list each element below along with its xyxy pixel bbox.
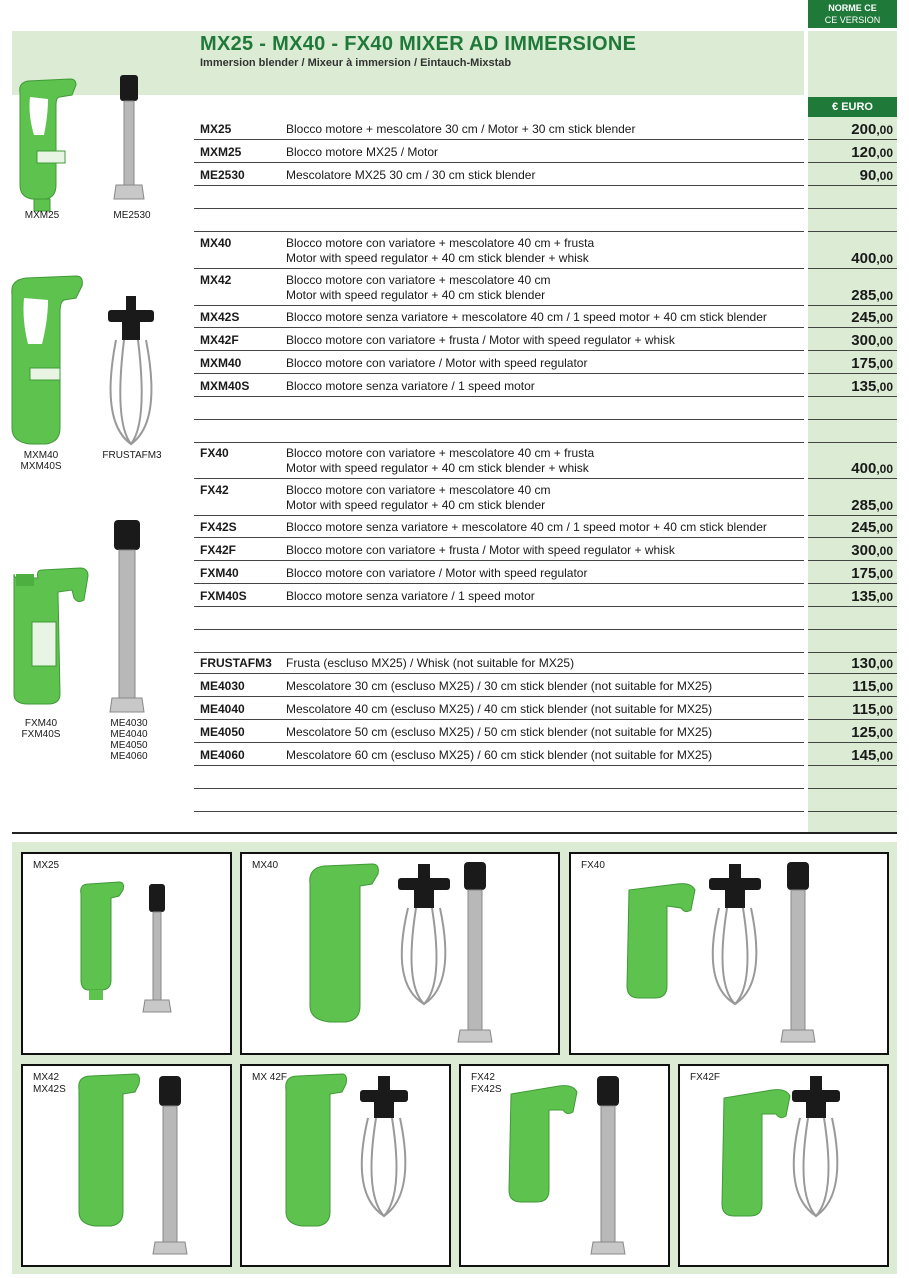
row-divider	[194, 788, 804, 789]
description-line: Mescolatore MX25 30 cm / 30 cm stick blender	[286, 168, 536, 182]
product-description	[286, 356, 587, 371]
mx25-product-image	[10, 75, 180, 225]
table-row	[194, 652, 897, 674]
product-price	[852, 701, 893, 718]
price-integer: 120	[851, 144, 877, 161]
price-decimal: ,00	[876, 146, 893, 160]
table-row	[194, 118, 897, 140]
description-line: Mescolatore 60 cm (escluso MX25) / 60 cm stick blender (not suitable for MX25)	[286, 748, 713, 762]
price-decimal: ,00	[876, 252, 893, 266]
price-decimal: ,00	[876, 123, 893, 137]
price-divider	[808, 673, 897, 674]
me40xx-label: ME4030 ME4040 ME4050 ME4060	[110, 718, 148, 762]
product-description	[286, 483, 550, 513]
fxm40-label: FXM40 FXM40S	[21, 718, 61, 740]
product-code: ME4050	[200, 725, 245, 739]
description-line: Blocco motore senza variatore + mescolatore 40 cm / 1 speed motor + 40 cm stick blender	[286, 310, 767, 324]
row-divider	[194, 231, 804, 232]
price-integer: 125	[851, 724, 877, 741]
description-line: Blocco motore con variatore + mescolatore 40 cm + frusta	[286, 236, 595, 250]
product-code: FX42S	[200, 520, 237, 534]
description-line: Blocco motore con variatore + mescolatore 40 cm	[286, 273, 551, 287]
row-divider	[194, 742, 804, 743]
product-price	[851, 355, 893, 372]
price-divider	[808, 696, 897, 697]
table-row	[194, 585, 897, 607]
product-code: MXM25	[200, 145, 242, 159]
fx40-product-image	[8, 518, 178, 718]
product-code: FXM40S	[200, 589, 247, 603]
product-price	[851, 332, 893, 349]
product-code: MXM40	[200, 356, 242, 370]
mxm25-label: MXM25	[24, 210, 60, 221]
product-price	[851, 144, 893, 161]
product-description	[286, 273, 550, 303]
product-description	[286, 168, 535, 183]
price-divider	[808, 765, 897, 766]
product-code: MX42S	[200, 310, 240, 324]
gallery-label: MX 42F	[252, 1072, 288, 1083]
price-decimal: ,00	[876, 311, 893, 325]
table-row	[194, 744, 897, 766]
price-decimal: ,00	[876, 749, 893, 763]
price-decimal: ,00	[876, 680, 893, 694]
product-code: MX25	[200, 122, 232, 136]
section-divider	[12, 832, 897, 834]
price-divider	[808, 537, 897, 538]
price-divider	[808, 185, 897, 186]
gallery-label: MX42 MX42S	[33, 1072, 66, 1095]
price-integer: 285	[851, 287, 877, 304]
price-divider	[808, 162, 897, 163]
product-code: MX40	[200, 236, 232, 250]
gallery-label: FX42 FX42S	[471, 1072, 502, 1095]
price-integer: 300	[851, 542, 877, 559]
gallery-box-mx42f	[240, 1064, 451, 1267]
description-line: Motor with speed regulator + 40 cm stick blender	[286, 498, 546, 512]
product-description	[286, 589, 535, 604]
price-decimal: ,00	[876, 521, 893, 535]
description-line: Motor with speed regulator + 40 cm stick blender + whisk	[286, 251, 589, 265]
description-line: Blocco motore senza variatore + mescolatore 40 cm / 1 speed motor + 40 cm stick blender	[286, 520, 767, 534]
header-band-right	[808, 31, 897, 95]
price-divider	[808, 629, 897, 630]
mx40-product-image	[6, 272, 176, 452]
row-divider	[194, 537, 804, 538]
price-integer: 300	[851, 332, 877, 349]
description-line: Blocco motore con variatore + frusta / Motor with speed regulator + whisk	[286, 543, 675, 557]
row-divider	[194, 350, 804, 351]
product-price	[851, 542, 893, 559]
product-description	[286, 236, 594, 266]
product-description	[286, 145, 438, 160]
price-integer: 135	[851, 378, 877, 395]
price-divider	[808, 742, 897, 743]
description-line: Blocco motore con variatore + frusta / Motor with speed regulator + whisk	[286, 333, 675, 347]
price-divider	[808, 208, 897, 209]
product-code: FX40	[200, 446, 229, 460]
table-row	[194, 698, 897, 720]
description-line: Blocco motore con variatore + mescolatore 40 cm	[286, 483, 551, 497]
product-code: ME2530	[200, 168, 245, 182]
row-divider	[194, 560, 804, 561]
product-price	[851, 287, 893, 304]
product-price	[860, 167, 893, 184]
product-price	[851, 655, 893, 672]
price-integer: 245	[851, 519, 877, 536]
price-divider	[808, 652, 897, 653]
row-divider	[194, 162, 804, 163]
product-description	[286, 725, 712, 740]
table-row	[194, 675, 897, 697]
description-line: Blocco motore senza variatore / 1 speed motor	[286, 589, 535, 603]
row-divider	[194, 673, 804, 674]
row-divider	[194, 629, 804, 630]
product-description	[286, 702, 712, 717]
ce-badge-line2: CE VERSION	[824, 15, 881, 25]
row-divider	[194, 696, 804, 697]
product-price	[851, 309, 893, 326]
table-row	[194, 164, 897, 186]
product-description	[286, 310, 767, 325]
price-decimal: ,00	[876, 499, 893, 513]
table-row	[194, 562, 897, 584]
price-divider	[808, 139, 897, 140]
gallery-label: MX40	[252, 860, 279, 871]
row-divider	[194, 373, 804, 374]
row-divider	[194, 419, 804, 420]
table-row	[194, 329, 897, 351]
product-code: MX42F	[200, 333, 239, 347]
price-divider	[808, 419, 897, 420]
gallery-box-fx42f	[678, 1064, 889, 1267]
price-divider	[808, 327, 897, 328]
price-decimal: ,00	[876, 462, 893, 476]
ce-badge	[808, 0, 897, 28]
product-price	[852, 678, 893, 695]
price-integer: 200	[851, 121, 877, 138]
table-row-empty	[194, 187, 897, 209]
table-row	[194, 141, 897, 163]
product-code: MX42	[200, 273, 232, 287]
price-integer: 115	[852, 678, 877, 695]
price-divider	[808, 350, 897, 351]
price-integer: 90	[859, 167, 877, 184]
description-line: Mescolatore 40 cm (escluso MX25) / 40 cm stick blender (not suitable for MX25)	[286, 702, 713, 716]
frustafm3-label: FRUSTAFM3	[102, 450, 162, 461]
row-divider	[194, 652, 804, 653]
description-line: Mescolatore 30 cm (escluso MX25) / 30 cm stick blender (not suitable for MX25)	[286, 679, 713, 693]
product-price	[851, 378, 893, 395]
price-divider	[808, 788, 897, 789]
product-description	[286, 379, 535, 394]
table-row-empty	[194, 767, 897, 789]
me2530-label: ME2530	[113, 210, 151, 221]
price-integer: 400	[851, 250, 877, 267]
price-integer: 145	[851, 747, 877, 764]
product-description	[286, 748, 712, 763]
row-divider	[194, 811, 804, 812]
price-divider	[808, 606, 897, 607]
product-description	[286, 566, 587, 581]
table-row	[194, 516, 897, 538]
product-description	[286, 520, 767, 535]
price-integer: 400	[851, 460, 877, 477]
price-integer: 175	[851, 565, 877, 582]
description-line: Blocco motore con variatore + mescolatore 40 cm + frusta	[286, 446, 595, 460]
price-integer: 130	[851, 655, 877, 672]
price-divider	[808, 560, 897, 561]
price-divider	[808, 811, 897, 812]
row-divider	[194, 606, 804, 607]
product-price	[851, 565, 893, 582]
description-line: Blocco motore MX25 / Motor	[286, 145, 439, 159]
product-price	[851, 747, 893, 764]
product-price	[851, 121, 893, 138]
gallery-label: MX25	[33, 860, 60, 871]
row-divider	[194, 583, 804, 584]
price-divider	[808, 719, 897, 720]
price-divider	[808, 583, 897, 584]
product-code: ME4030	[200, 679, 245, 693]
description-line: Blocco motore + mescolatore 30 cm / Motor + 30 cm stick blender	[286, 122, 636, 136]
price-divider	[808, 231, 897, 232]
table-row	[194, 269, 897, 306]
table-row-empty	[194, 608, 897, 630]
price-decimal: ,00	[876, 544, 893, 558]
price-decimal: ,00	[876, 357, 893, 371]
product-code: FX42	[200, 483, 229, 497]
table-row-empty	[194, 631, 897, 653]
product-description	[286, 679, 712, 694]
gallery-box-fx42	[459, 1064, 670, 1267]
description-line: Motor with speed regulator + 40 cm stick blender	[286, 288, 546, 302]
price-divider	[808, 373, 897, 374]
gallery-box-mx40	[240, 852, 560, 1055]
row-divider	[194, 396, 804, 397]
table-row	[194, 306, 897, 328]
price-integer: 245	[851, 309, 877, 326]
price-decimal: ,00	[876, 289, 893, 303]
table-row-empty	[194, 210, 897, 232]
description-line: Blocco motore con variatore / Motor with speed regulator	[286, 356, 588, 370]
row-divider	[194, 765, 804, 766]
product-price	[851, 724, 893, 741]
description-line: Blocco motore con variatore / Motor with speed regulator	[286, 566, 588, 580]
product-price	[851, 250, 893, 267]
product-price	[851, 519, 893, 536]
product-code: FX42F	[200, 543, 237, 557]
price-decimal: ,00	[876, 703, 893, 717]
table-row-empty	[194, 790, 897, 812]
product-code: MXM40S	[200, 379, 250, 393]
price-divider	[808, 442, 897, 443]
product-code: FRUSTAFM3	[200, 656, 272, 670]
currency-header: € EURO	[808, 97, 897, 117]
description-line: Frusta (escluso MX25) / Whisk (not suitable for MX25)	[286, 656, 575, 670]
price-decimal: ,00	[876, 169, 893, 183]
table-row	[194, 442, 897, 479]
gallery-box-mx25	[21, 852, 232, 1055]
table-row-empty	[194, 421, 897, 443]
price-decimal: ,00	[876, 334, 893, 348]
description-line: Mescolatore 50 cm (escluso MX25) / 50 cm stick blender (not suitable for MX25)	[286, 725, 713, 739]
table-row	[194, 375, 897, 397]
price-decimal: ,00	[876, 380, 893, 394]
row-divider	[194, 208, 804, 209]
product-price	[851, 460, 893, 477]
product-code: ME4040	[200, 702, 245, 716]
product-description	[286, 333, 675, 348]
gallery-label: FX42F	[690, 1072, 721, 1083]
gallery-label: FX40	[581, 860, 605, 871]
price-integer: 115	[852, 701, 877, 718]
product-description	[286, 446, 594, 476]
row-divider	[194, 442, 804, 443]
page-subtitle: Immersion blender / Mixeur à immersion / Eintauch-Mixstab	[200, 57, 512, 69]
price-integer: 175	[851, 355, 877, 372]
table-row	[194, 721, 897, 743]
product-description	[286, 656, 574, 671]
product-price	[851, 497, 893, 514]
price-divider	[808, 396, 897, 397]
row-divider	[194, 719, 804, 720]
table-row	[194, 352, 897, 374]
product-code: FXM40	[200, 566, 239, 580]
ce-badge-line1: NORME CE	[828, 3, 877, 13]
product-code: ME4060	[200, 748, 245, 762]
price-decimal: ,00	[876, 657, 893, 671]
price-decimal: ,00	[876, 726, 893, 740]
mxm40-label: MXM40 MXM40S	[20, 450, 62, 472]
table-row	[194, 232, 897, 269]
price-integer: 135	[851, 588, 877, 605]
price-decimal: ,00	[876, 567, 893, 581]
row-divider	[194, 327, 804, 328]
price-integer: 285	[851, 497, 877, 514]
price-decimal: ,00	[876, 590, 893, 604]
description-line: Blocco motore senza variatore / 1 speed motor	[286, 379, 535, 393]
product-description	[286, 122, 635, 137]
gallery-box-fx40	[569, 852, 889, 1055]
table-row	[194, 539, 897, 561]
gallery-box-mx42	[21, 1064, 232, 1267]
product-price	[851, 588, 893, 605]
product-description	[286, 543, 675, 558]
row-divider	[194, 139, 804, 140]
row-divider	[194, 185, 804, 186]
description-line: Motor with speed regulator + 40 cm stick blender + whisk	[286, 461, 589, 475]
table-row	[194, 479, 897, 516]
table-row-empty	[194, 398, 897, 420]
page-title: MX25 - MX40 - FX40 MIXER AD IMMERSIONE	[200, 33, 637, 55]
